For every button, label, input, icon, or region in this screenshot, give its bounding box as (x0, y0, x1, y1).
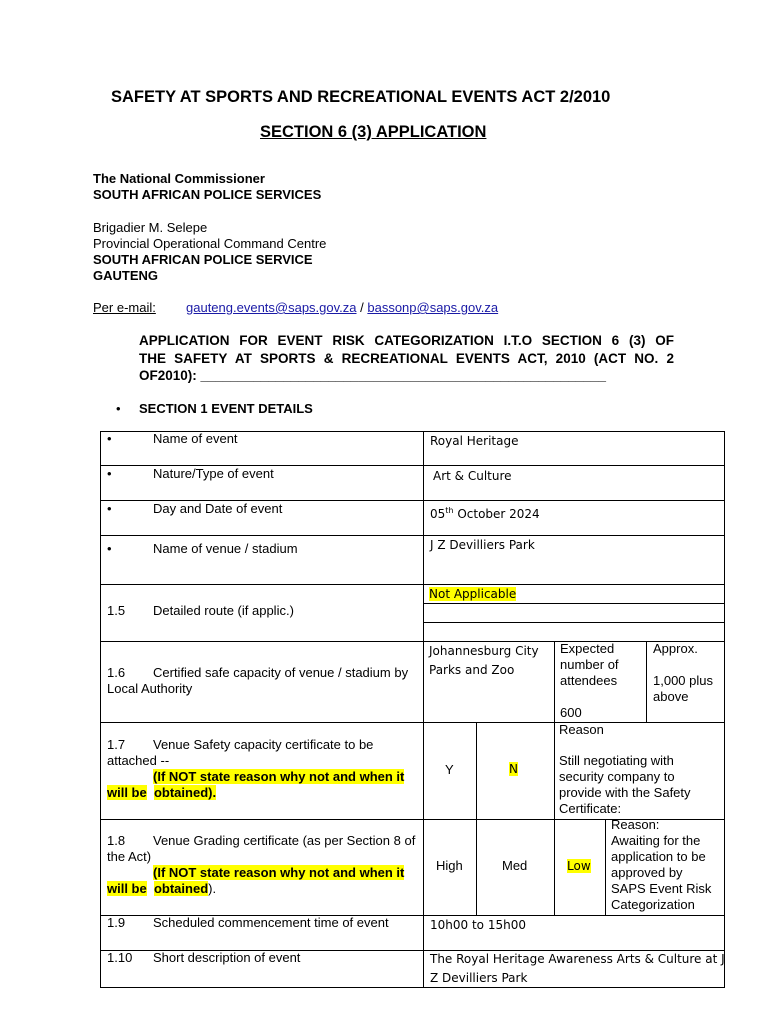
reason-line: provide with the Safety (559, 785, 691, 800)
event-details-table (100, 431, 725, 988)
reason-line: SAPS Event Risk (611, 881, 712, 896)
application-heading-line: THE SAFETY AT SPORTS & RECREATIONAL EVENTS ACT, 2010 (ACT NO. 2 (139, 351, 674, 366)
application-heading-line: OF2010): ______________________________________________________ (139, 368, 606, 383)
email-link-gauteng[interactable]: gauteng.events@saps.gov.za (186, 300, 357, 315)
subrow-line (423, 622, 725, 623)
label-text: Name of venue / stadium (153, 541, 298, 556)
application-heading-line: APPLICATION FOR EVENT RISK CATEGORIZATION I.T.O SECTION 6 (3) OF (139, 333, 674, 348)
addressee-line: Provincial Operational Command Centre (93, 236, 327, 251)
section-bullet: • (116, 401, 121, 416)
date-rest: October 2024 (453, 507, 540, 521)
row-1-7-label: Venue Safety capacity certificate to be (153, 737, 374, 752)
row-line (100, 584, 725, 585)
addressee-line: SOUTH AFRICAN POLICE SERVICES (93, 187, 322, 202)
note-text: obtained). (153, 785, 217, 800)
column-line (605, 819, 606, 915)
row-1-6-label-cont: Local Authority (107, 681, 193, 696)
reason-line: Reason: (611, 817, 660, 832)
approx-line: above (653, 689, 689, 704)
capacity-authority-line: Johannesburg City (429, 644, 539, 658)
row-1-7-number: 1.7 (107, 737, 126, 752)
event-type-value: Art & Culture (433, 469, 512, 483)
grading-high-option[interactable]: High (436, 858, 463, 873)
column-line (554, 819, 555, 915)
expected-attendees-line: attendees (560, 673, 618, 688)
grading-low-text: Low (567, 859, 591, 873)
note-text: (If NOT state reason why not and when it (153, 865, 405, 880)
reason-line: Certificate: (559, 801, 622, 816)
row-1-7-label-cont: attached -- (107, 753, 170, 768)
document-subtitle: SECTION 6 (3) APPLICATION (260, 123, 487, 141)
note-text: ). (208, 881, 217, 896)
column-line (554, 722, 555, 819)
table-border (100, 431, 101, 988)
addressee-line: Brigadier M. Selepe (93, 220, 208, 235)
reason-line: Categorization (611, 897, 695, 912)
email-label: Per e-mail: (93, 300, 156, 315)
row-1-6-number: 1.6 (107, 665, 126, 680)
column-line (476, 722, 477, 819)
reason-line: approved by (611, 865, 683, 880)
row-1-8-label-cont: the Act) (107, 849, 152, 864)
addressee-line: The National Commissioner (93, 171, 265, 186)
row-1-8-note-cont (107, 881, 216, 897)
commencement-time-value: 10h00 to 15h00 (430, 918, 526, 932)
row-line (100, 535, 725, 536)
row-1-9-number: 1.9 (107, 915, 126, 930)
no-option[interactable] (509, 761, 518, 777)
reason-line: Still negotiating with (559, 753, 674, 768)
reason-line: security company to (559, 769, 675, 784)
section-1-heading: SECTION 1 EVENT DETAILS (139, 401, 313, 416)
expected-attendees-value: 600 (560, 705, 582, 720)
approx-line: 1,000 plus (653, 673, 713, 688)
row-1-10-number: 1.10 (107, 950, 133, 965)
row-1-5-label: Detailed route (if applic.) (153, 603, 294, 618)
row-1-8-number: 1.8 (107, 833, 126, 848)
expected-attendees-line: Expected (560, 641, 615, 656)
addressee-line: GAUTENG (93, 268, 158, 283)
row-1-7-note-cont (107, 785, 216, 801)
note-text: will be (107, 785, 147, 800)
event-description-line: The Royal Heritage Awareness Arts & Culture at J (430, 952, 725, 966)
subrow-line (423, 603, 725, 604)
reason-line: Awaiting for the (611, 833, 701, 848)
row-1-5-number: 1.5 (107, 603, 126, 618)
route-value-text: Not Applicable (429, 587, 517, 601)
event-name-value: Royal Heritage (430, 434, 519, 448)
reason-line: Reason (559, 722, 604, 737)
label-text: Day and Date of event (153, 501, 283, 516)
row-1-8-note (153, 865, 404, 881)
date-suffix: th (445, 506, 454, 515)
grading-med-option[interactable]: Med (502, 858, 528, 873)
column-line (423, 431, 424, 988)
table-border (724, 431, 725, 988)
reason-line: application to be (611, 849, 706, 864)
document-title: SAFETY AT SPORTS AND RECREATIONAL EVENTS ACT 2/2010 (111, 88, 611, 106)
email-separator: / (356, 300, 368, 315)
table-border (100, 987, 725, 988)
approx-line: Approx. (653, 641, 698, 656)
no-option-text: N (509, 762, 518, 776)
capacity-authority-line: Parks and Zoo (429, 663, 515, 677)
grading-low-option[interactable] (567, 858, 591, 874)
expected-attendees-line: number of (560, 657, 619, 672)
column-line (476, 819, 477, 915)
route-value (429, 586, 516, 602)
row-line (100, 641, 725, 642)
addressee-line: SOUTH AFRICAN POLICE SERVICE (93, 252, 313, 267)
note-text: will be (107, 881, 147, 896)
note-text: (If NOT state reason why not and when it (153, 769, 405, 784)
column-line (554, 641, 555, 722)
row-1-7-note (153, 769, 404, 785)
event-date-value (430, 503, 540, 522)
column-line (646, 641, 647, 722)
label-text: Name of event (153, 431, 238, 446)
row-1-8-label: Venue Grading certificate (as per Section 8 of (153, 833, 416, 848)
date-day: 05 (430, 507, 446, 521)
venue-value: J Z Devilliers Park (430, 538, 535, 552)
label-text: Nature/Type of event (153, 466, 274, 481)
yes-option[interactable]: Y (445, 762, 454, 777)
note-text: obtained (153, 881, 209, 896)
row-1-10-label: Short description of event (153, 950, 301, 965)
row-1-6-label: Certified safe capacity of venue / stadium by (153, 665, 409, 680)
row-line (100, 722, 725, 723)
event-description-line: Z Devilliers Park (430, 971, 528, 985)
email-link-basson[interactable]: bassonp@saps.gov.za (367, 300, 499, 315)
email-line (186, 300, 498, 315)
row-1-9-label: Scheduled commencement time of event (153, 915, 389, 930)
